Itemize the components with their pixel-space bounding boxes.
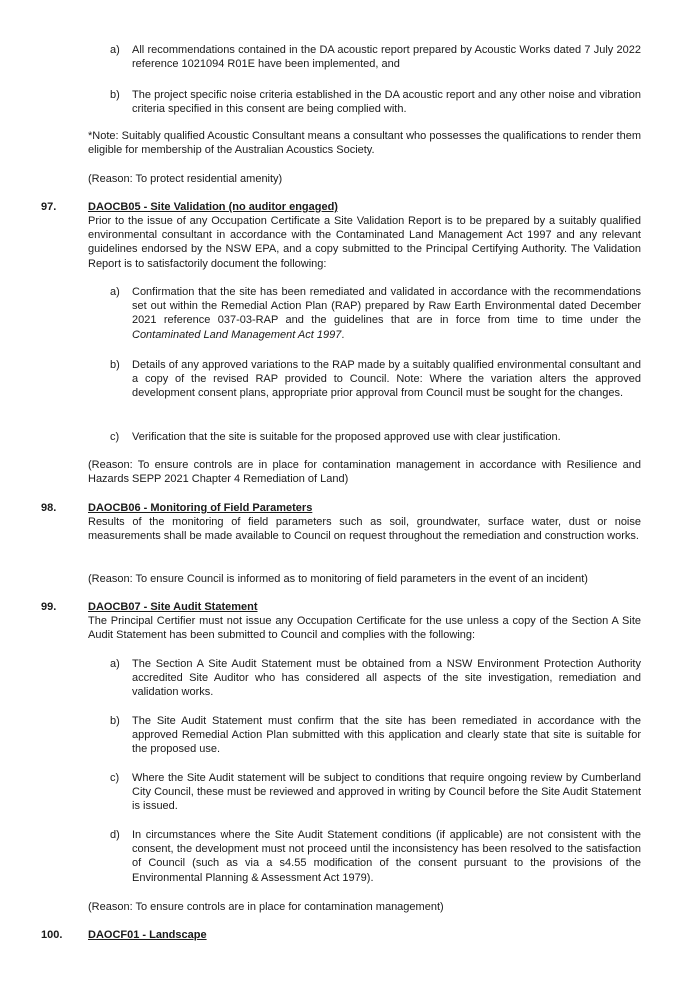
condition-intro: Prior to the issue of any Occupation Certificate a Site Validation Report is to be prepared by a suitably qualified environmental consultant in accordance with the Contaminated Land Management Act 1997 and any relevant guidelines endorsed by the NSW EPA, and a copy submitted to the Principal Certifying Authority. The Validation Report is to satisfactorily document the following:: [88, 215, 641, 270]
condition-title: DAOCB05 - Site Validation (no auditor engaged): [88, 201, 338, 213]
condition-title: DAOCB06 - Monitoring of Field Parameters: [88, 502, 313, 514]
condition-title: DAOCF01 - Landscape: [88, 929, 207, 941]
reason-paragraph: (Reason: To protect residential amenity): [88, 173, 283, 185]
item-text: The Section A Site Audit Statement must be obtained from a NSW Environment Protection Authority accredited Site Auditor who has considered all aspects of the site investigation, remediation and validation works.: [132, 658, 641, 699]
act-name-italic: Contaminated Land Management Act 1997: [132, 328, 342, 341]
reason-paragraph: (Reason: To ensure Council is informed as to monitoring of field parameters in the event of an incident): [88, 573, 588, 585]
condition-number: 97.: [41, 201, 57, 213]
condition-intro: The Principal Certifier must not issue any Occupation Certificate for the use unless a copy of the Section A Site Audit Statement has been submitted to Council and complies with the following:: [88, 615, 641, 642]
item-text: All recommendations contained in the DA acoustic report prepared by Acoustic Works dated 7 July 2022 reference 1021094 R01E have been implemented, and: [132, 44, 641, 71]
item-text: In circumstances where the Site Audit Statement conditions (if applicable) are not consistent with the consent, the development must not proceed until the inconsistency has been resolved to the satisfaction of Council (such as via a s4.55 modification of the consent pursuant to the provisions of the Environmental Planning & Assessment Act 1979).: [132, 829, 641, 884]
item-letter: c): [110, 431, 120, 443]
condition-number: 98.: [41, 502, 57, 514]
item-text: The project specific noise criteria established in the DA acoustic report and any other noise and vibration criteria specified in this consent are being complied with.: [132, 89, 641, 116]
item-letter: c): [110, 772, 120, 784]
reason-paragraph: (Reason: To ensure controls are in place for contamination management in accordance with Resilience and Hazards SEPP 2021 Chapter 4 Remediation of Land): [88, 459, 641, 486]
condition-number: 99.: [41, 601, 57, 613]
item-letter: b): [110, 359, 120, 371]
item-letter: a): [110, 658, 120, 670]
item-text: Where the Site Audit statement will be subject to conditions that require ongoing review by Cumberland City Council, these must be reviewed and approved in writing by Council before the Site Audit Statement is issued.: [132, 772, 641, 813]
reason-paragraph: (Reason: To ensure controls are in place for contamination management): [88, 901, 444, 913]
item-letter: a): [110, 286, 120, 298]
item-letter: d): [110, 829, 120, 841]
condition-intro: Results of the monitoring of field parameters such as soil, groundwater, surface water, dust or noise measurements shall be made available to Council on request throughout the remediation and construction works.: [88, 516, 641, 543]
item-letter: b): [110, 89, 120, 101]
item-text: Verification that the site is suitable for the proposed approved use with clear justification.: [132, 431, 561, 443]
item-letter: b): [110, 715, 120, 727]
item-text: The Site Audit Statement must confirm that the site has been remediated in accordance with the approved Remedial Action Plan submitted with this application and clearly state that site is suitable for the proposed use.: [132, 715, 641, 756]
item-text: Details of any approved variations to the RAP made by a suitably qualified environmental consultant and a copy of the revised RAP provided to Council. Note: Where the variation alters the approved development consent plans, appropriate prior approval from Council must be sought for the changes.: [132, 359, 641, 400]
condition-number: 100.: [41, 929, 63, 941]
item-text: Confirmation that the site has been remediated and validated in accordance with the recommendations set out within the Remedial Action Plan (RAP) prepared by Raw Earth Environmental dated December 2021 reference 037-03-RAP and the guidelines that are in force from time to time under the Contaminated Land Management Act 1997.: [132, 286, 641, 341]
item-letter: a): [110, 44, 120, 56]
note-paragraph: *Note: Suitably qualified Acoustic Consultant means a consultant who possesses the qualifications to render them eligible for membership of the Australian Acoustics Society.: [88, 130, 641, 157]
condition-title: DAOCB07 - Site Audit Statement: [88, 601, 258, 613]
